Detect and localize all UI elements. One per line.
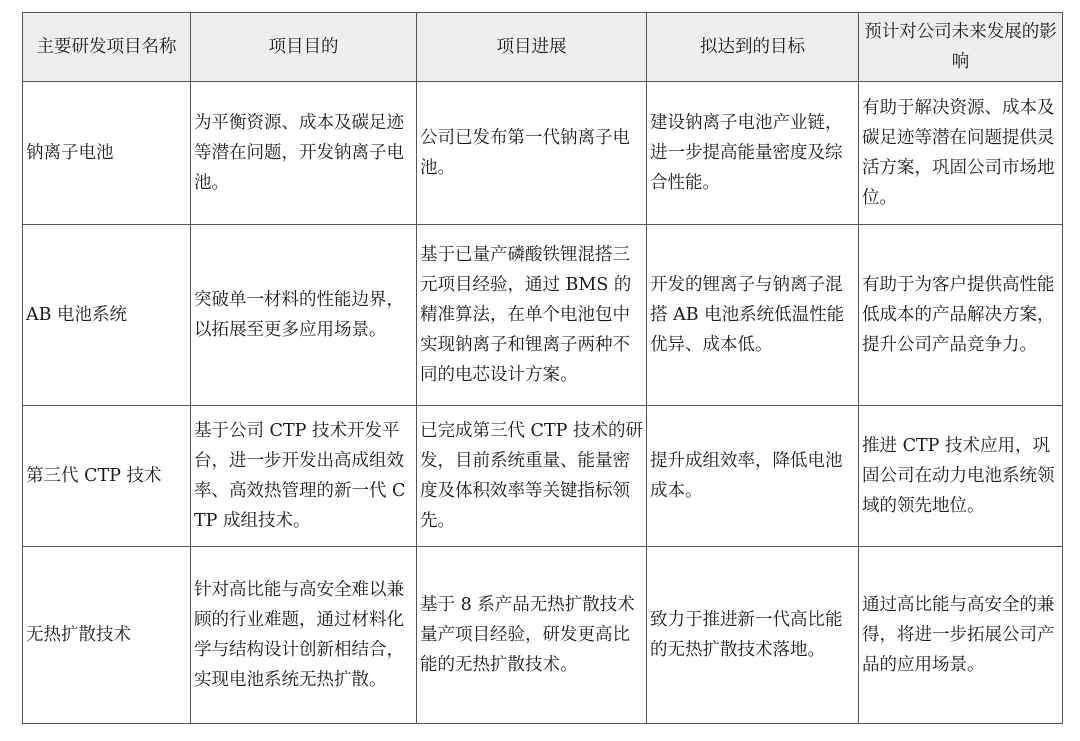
table-row — [23, 547, 1063, 724]
impact-cell: 有助于为客户提供高性能低成本的产品解决方案，提升公司产品竞争力。 — [859, 225, 1063, 406]
impact-cell: 推进 CTP 技术应用，巩固公司在动力电池系统领域的领先地位。 — [859, 406, 1063, 547]
goal-cell: 建设钠离子电池产业链，进一步提高能量密度及综合性能。 — [647, 82, 859, 225]
header-target-goal: 拟达到的目标 — [647, 13, 859, 82]
header-project-progress: 项目进展 — [417, 13, 647, 82]
header-project-name: 主要研发项目名称 — [23, 13, 191, 82]
table-row — [23, 225, 1063, 406]
impact-cell: 通过高比能与高安全的兼得，将进一步拓展公司产品的应用场景。 — [859, 547, 1063, 724]
progress-cell: 基于已量产磷酸铁锂混搭三元项目经验，通过 BMS 的精准算法，在单个电池包中实现钠离子和锂离子两种不同的电芯设计方案。 — [417, 225, 647, 406]
project-name-cell: 钠离子电池 — [23, 82, 191, 225]
progress-cell: 公司已发布第一代钠离子电池。 — [417, 82, 647, 225]
progress-cell: 已完成第三代 CTP 技术的研发，目前系统重量、能量密度及体积效率等关键指标领先。 — [417, 406, 647, 547]
table-row — [23, 82, 1063, 225]
header-project-purpose: 项目目的 — [191, 13, 417, 82]
purpose-cell: 为平衡资源、成本及碳足迹等潜在问题，开发钠离子电池。 — [191, 82, 417, 225]
purpose-cell: 突破单一材料的性能边界，以拓展至更多应用场景。 — [191, 225, 417, 406]
project-name-cell: 第三代 CTP 技术 — [23, 406, 191, 547]
project-name-cell: 无热扩散技术 — [23, 547, 191, 724]
goal-cell: 致力于推进新一代高比能的无热扩散技术落地。 — [647, 547, 859, 724]
impact-cell: 有助于解决资源、成本及碳足迹等潜在问题提供灵活方案，巩固公司市场地位。 — [859, 82, 1063, 225]
header-future-impact: 预计对公司未来发展的影响 — [859, 13, 1063, 82]
goal-cell: 开发的锂离子与钠离子混搭 AB 电池系统低温性能优异、成本低。 — [647, 225, 859, 406]
goal-cell: 提升成组效率，降低电池成本。 — [647, 406, 859, 547]
rd-projects-table — [22, 12, 1063, 724]
header-row — [23, 13, 1063, 82]
purpose-cell: 基于公司 CTP 技术开发平台，进一步开发出高成组效率、高效热管理的新一代 CTP 成组技术。 — [191, 406, 417, 547]
table-row — [23, 406, 1063, 547]
purpose-cell: 针对高比能与高安全难以兼顾的行业难题，通过材料化学与结构设计创新相结合，实现电池系统无热扩散。 — [191, 547, 417, 724]
project-name-cell: AB 电池系统 — [23, 225, 191, 406]
progress-cell: 基于 8 系产品无热扩散技术量产项目经验，研发更高比能的无热扩散技术。 — [417, 547, 647, 724]
